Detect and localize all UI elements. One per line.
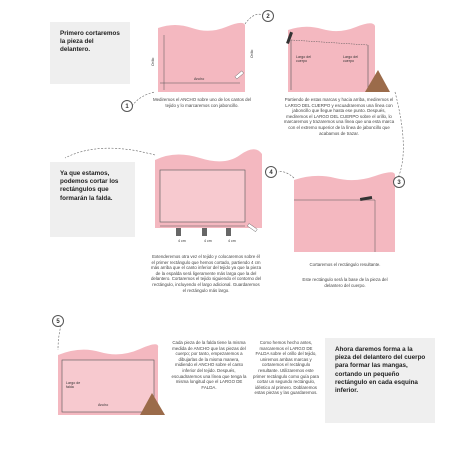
instruction-box-1 [50,22,130,84]
label-largo-falda: Largo de falda [66,381,81,389]
panel-1-fabric [158,23,245,92]
instruction-box-3 [325,338,435,423]
label-4cm-2: 4 cm [204,239,212,243]
label-ancho-2: Ancho [98,403,109,407]
step-3-badge: 3 [393,176,405,188]
instruction-box-2 [50,162,135,237]
paragraph-7: Como hemos hecho antes, marcaremos el LARGO DE FALDA sobre el orillo del tejido, uniremos ambas marcas y cortaremos el rectángulo resultante. Utilizaremos este primer rectángulo como guía para cortar un segundo rectángulo, idéntico al primero. Doblaremos estas piezas y las guardaremos. [253,340,319,396]
step-5-badge: 5 [52,315,64,327]
paragraph-4: Cortaremos el rectángulo resultante. [309,262,381,267]
paragraph-3: Este rectángulo será la base de la pieza del delantero del cuerpo. [302,277,388,288]
paragraph-2: Partiendo de estas marcas y hacia arriba, mediremos el LARGO DEL CUERPO y escuadraremos una línea con jaboncillo que llegue hasta ese punto. Después, mediremos el LARGO DEL CUERPO sobre el orillo, lo marcaremos y trazaremos una línea que una esta marca con el extremo superior de la línea de jaboncillo que acabamos de trazar. [283,97,395,136]
label-4cm-3: 4 cm [228,239,236,243]
paragraph-1: Mediremos el ANCHO sobre uno de los cantos del tejido y lo marcaremos con jaboncillo. [152,97,252,108]
step-4-badge: 4 [265,166,277,178]
panel-4-fabric [155,149,262,236]
label-ancho-1: Ancho [194,77,205,81]
panel-3-fabric [294,172,395,252]
label-largo-cuerpo-1: Largo del cuerpo [296,55,311,63]
step-2-badge: 2 [262,10,274,22]
label-orillo-2: Orillo [250,49,254,58]
label-4cm-1: 4 cm [178,239,186,243]
panel-5-fabric [58,344,165,415]
paragraph-5: Extenderemos otra vez el tejido y colocaremos sobre él el primer rectángulo que hemos cortado, partiendo 4 cm más arriba que el canto inferior del tejido ya que la pieza de la espalda será ligeramente más larga que la del delantero. Cortaremos el tejido siguiendo el contorno del rectángulo, incluyendo el largo adicional. Guardaremos el rectángulo más largo. [150,254,262,293]
label-largo-cuerpo-2: Largo del cuerpo [343,55,358,63]
instruction-box-1-text: Primero cortaremos la pieza del delantero. [60,30,120,54]
paragraph-6: Cada pieza de la falda tiene la misma medida de ANCHO que las piezas del cuerpo; por tanto, empezaremos a dibujarlas de la misma manera, midiendo el ANCHO sobre el canto inferior del tejido. Después, escuadraremos una línea que tenga la misma longitud que el LARGO DE FALDA. [171,340,247,390]
instruction-box-2-text: Ya que estamos, podemos cortar los rectángulos que formarán la falda. [60,170,119,202]
label-orillo-1: Orillo [151,57,155,66]
instruction-box-3-text: Ahora daremos forma a la pieza del delantero del cuerpo para formar las mangas, cortando un pequeño rectángulo en cada esquina inferior. [335,346,426,395]
step-1-badge: 1 [121,100,133,112]
